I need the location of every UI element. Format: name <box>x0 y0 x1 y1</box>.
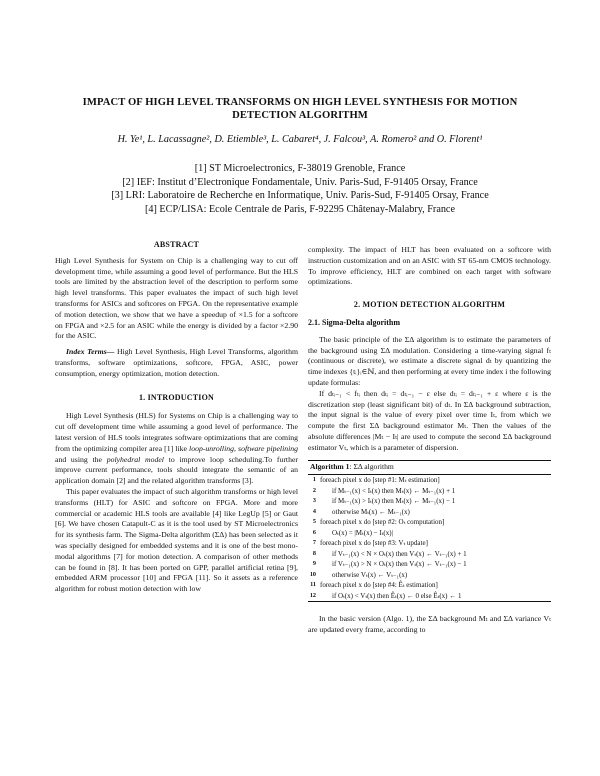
author-list: H. Ye¹, L. Lacassagne², D. Etiemble³, L. Cabaret⁴, J. Falcou³, A. Romero² and O. Florent¹ <box>117 134 483 145</box>
affiliation: [4] ECP/LISA: Ecole Centrale de Paris, F-92295 Châtenay-Malabry, France <box>145 203 455 215</box>
right-column <box>308 245 551 636</box>
algorithm-line <box>308 486 551 497</box>
intro-text: High Level Synthesis (HLS) for Systems on Chip is a challenging way to cut off development time while assuming a good level of performance. The latest version of HLS tools integrates software optimizations that are coming from the optimizing compiler area [1] like <box>55 411 298 453</box>
algorithm-box <box>308 460 551 603</box>
algorithm-line <box>308 507 551 518</box>
affiliations <box>60 162 540 216</box>
algorithm-line-number: 11 <box>310 581 316 589</box>
index-terms <box>55 347 298 379</box>
algorithm-lines <box>308 475 551 601</box>
intro-text: to improve loop scheduling.To further improve current performance, tools should integrate the semantic of an application domain [2] and the related algorithm transforms [3]. <box>55 454 298 486</box>
algorithm-line <box>308 580 551 591</box>
algorithm-line-number: 12 <box>309 591 316 599</box>
algorithm-line-number: 3 <box>312 497 316 505</box>
algorithm-line-number: 8 <box>312 549 316 557</box>
paper-title: IMPACT OF HIGH LEVEL TRANSFORMS ON HIGH LEVEL SYNTHESIS FOR MOTION DETECTION ALGORITHM <box>82 97 518 121</box>
intro-paragraph-2: This paper evaluates the impact of such algorithm transforms or high level transforms (HLT) for ASIC and softcore on FPGA. More and more commercial or academic HLS tools are available [4] like LegUp [5] or Gaut [6]. We have chosen Catapult-C as it is the tool used by ST Microelectronics for its synthesis farm. The Sigma-Delta algorithm (ΣΔ) has been selected as it was specially designed for embedded systems and it is one of the best mono-modal algorithms [7] for motion detection. A comparison of other methods can be found in [8]. It has been ported on GPP, parallel artificial retina [9], embedded ARM processor [10] and FPGA [11]. So it assets as a reference algorithm for robust motion detection with low <box>55 486 298 594</box>
algorithm-line-text: foreach pixel x do [step #4: Êₜ estimation] <box>320 581 438 590</box>
algorithm-line-text: if Mₜ₋₁(x) > Iₜ(x) then Mₜ(x) ← Mₜ₋₁(x) − 1 <box>332 497 456 506</box>
algorithm-line <box>308 528 551 539</box>
intro-emphasis: polyhedral model <box>106 454 164 464</box>
intro-emphasis: loop-unrolling <box>189 443 234 453</box>
algorithm-line <box>308 475 551 486</box>
algorithm-line-number: 2 <box>312 486 316 494</box>
subsection-heading: 2.1. Sigma-Delta algorithm <box>308 317 400 327</box>
algorithm-line-text: otherwise Vₜ(x) ← Vₜ₋₁(x) <box>332 570 408 579</box>
algorithm-line-text: if Mₜ₋₁(x) < Iₜ(x) then Mₜ(x) ← Mₜ₋₁(x) + 1 <box>332 486 456 495</box>
affiliation: [1] ST Microelectronics, F-38019 Grenoble, France <box>194 163 406 174</box>
affiliation: [3] LRI: Laboratoire de Recherche en Informatique, Univ. Paris-Sud, F-91405 Orsay, France <box>111 190 489 202</box>
algorithm-line <box>308 591 551 602</box>
algorithm-line-number: 9 <box>312 560 316 568</box>
abstract-text: High Level Synthesis for System on Chip is a challenging way to cut off development time, while assuming a good level of performance. But the HLS tools are limited by the abstraction level of the description to perform some high level transforms. This paper evaluates the impact of such high level transforms for ASICs and softcores on FPGA. On the representative example of motion detection, we show that we have a speedup of ×1.5 for a softcore on FPGA and ×2.5 for an ASIC while the energy is divided by a factor ×2.90 for the ASIC. <box>55 255 298 341</box>
algorithm-line <box>308 517 551 528</box>
algorithm-line-text: if Oₜ(x) < Vₜ(x) then Êₜ(x) ← 0 else Êₜ(x) ← 1 <box>332 591 462 600</box>
algorithm-line-text: otherwise Mₜ(x) ← Mₜ₋₁(x) <box>332 507 410 516</box>
algorithm-caption <box>308 461 551 476</box>
algorithm-line <box>308 496 551 507</box>
algorithm-line <box>308 549 551 560</box>
intro-heading: 1. INTRODUCTION <box>138 392 214 402</box>
algorithm-line-number: 5 <box>312 518 316 526</box>
algorithm-line-number: 4 <box>312 507 316 515</box>
affiliation: [2] IEF: Institut d’Electronique Fondamentale, Univ. Paris-Sud, F-91405 Orsay, France <box>122 176 478 188</box>
index-terms-label: Index Terms— <box>66 347 115 357</box>
algorithm-line-number: 6 <box>312 528 316 536</box>
intro-paragraph-1 <box>55 411 298 487</box>
algorithm-line-text: foreach pixel x do [step #2: Oₜ computation] <box>320 518 445 527</box>
algorithm-line-text: Oₜ(x) = |Mₜ(x) − Iₜ(x)| <box>332 528 393 537</box>
section-2-paragraph-3: In the basic version (Algo. 1), the ΣΔ background Mₜ and ΣΔ variance Vₜ are updated every frame, according to <box>308 614 551 634</box>
algorithm-name: : ΣΔ algorithm <box>349 461 394 471</box>
intro-text: and using the <box>55 454 107 464</box>
algorithm-line-text: if Vₜ₋₁(x) > N × Oₜ(x) then Vₜ(x) ← Vₜ₋₁(x) − 1 <box>332 560 467 569</box>
right-intro-continuation: complexity. The impact of HLT has been evaluated on a softcore with instruction customization and on an ASIC with ST 65-nm CMOS technology. To improve efficiency, HLT are combined on each target with software optimizations. <box>308 245 551 287</box>
intro-text: , <box>233 443 239 453</box>
algorithm-line-text: if Vₜ₋₁(x) < N × Oₜ(x) then Vₜ(x) ← Vₜ₋₁(x) + 1 <box>332 549 467 558</box>
section-2-paragraph-2: If dₜᵢ₋₁ < fₜᵢ then dₜᵢ = dₜᵢ₋₁ − ε else dₜᵢ = dₜᵢ₋₁ + ε where ε is the discretization step (least significant bit) of dₜ. In ΣΔ background subtraction, the input signal is the value of every pixel over time Iₜ, from which we compute the first ΣΔ background estimator Mₜ. Then the values of the absolute differences |Mₜ − Iₜ| are used to compute the second ΣΔ background estimator Vₜ, which is a parameter of dispersion. <box>308 388 551 452</box>
algorithm-line-number: 7 <box>312 539 316 547</box>
algorithm-label: Algorithm 1 <box>310 461 350 471</box>
algorithm-line <box>308 538 551 549</box>
intro-emphasis: software pipelining <box>238 443 299 453</box>
algorithm-line-number: 1 <box>312 476 316 484</box>
algorithm-line-text: foreach pixel x do [step #1: Mₜ estimation] <box>320 476 440 485</box>
left-column <box>55 240 298 595</box>
index-terms-text: High Level Synthesis, High Level Transforms, algorithm transforms, software optimizations, softcore, FPGA, ASIC, power consumption, energy optimization, motion detection. <box>55 347 298 378</box>
algorithm-line-number: 10 <box>309 570 316 578</box>
algorithm-line-text: foreach pixel x do [step #3: Vₜ update] <box>320 539 428 548</box>
section-2-heading: 2. MOTION DETECTION ALGORITHM <box>353 300 506 310</box>
algorithm-line <box>308 559 551 570</box>
abstract-heading: ABSTRACT <box>153 240 200 249</box>
section-2-paragraph-1: The basic principle of the ΣΔ algorithm is to estimate the parameters of the background using ΣΔ modulation. Considering a time-varying signal fₜ (continuous or discrete), we estimate a discrete signal dₜ by quantizing the time indexes {tᵢ}ᵢ∈ℕ, and then performing at every time index i the following update formulas: <box>308 334 551 387</box>
algorithm-line <box>308 570 551 581</box>
